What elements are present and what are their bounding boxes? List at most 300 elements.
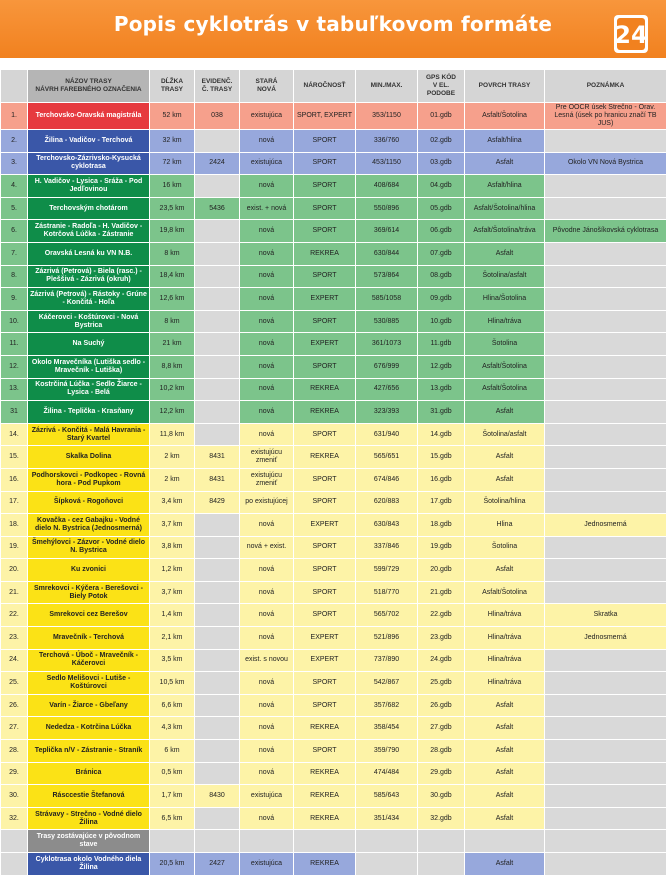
table-row xyxy=(1,265,667,288)
route-note xyxy=(545,333,667,356)
table-row xyxy=(1,762,667,785)
route-gps: 28.gdb xyxy=(418,740,465,763)
table-row xyxy=(1,785,667,808)
route-difficulty: SPORT xyxy=(294,220,356,243)
route-name: Smrekovci - Kýčera - Berešovci - Biely Potok xyxy=(28,581,150,604)
route-name: Kovačka - cez Gabajku - Vodné dielo N. Bystrica (Jednosmerná) xyxy=(28,514,150,537)
table-row xyxy=(1,401,667,424)
route-gps: 15.gdb xyxy=(418,446,465,469)
route-gps: 17.gdb xyxy=(418,491,465,514)
route-name: Varín - Žiarce - Gbeľany xyxy=(28,694,150,717)
route-note xyxy=(545,175,667,198)
route-name: Terchovsko-Oravská magistrála xyxy=(28,103,150,130)
route-difficulty: EXPERT xyxy=(294,333,356,356)
route-evid: 2427 xyxy=(195,853,240,876)
route-length: 6,5 km xyxy=(150,807,195,830)
route-gps: 05.gdb xyxy=(418,197,465,220)
route-gps: 32.gdb xyxy=(418,807,465,830)
route-name: Kostrčiná Lúčka - Sedlo Žiarce - Lysica - Belá xyxy=(28,378,150,401)
route-status: nová xyxy=(240,265,294,288)
route-minmax: 453/1150 xyxy=(356,152,418,175)
route-minmax: 357/682 xyxy=(356,694,418,717)
route-gps: 22.gdb xyxy=(418,604,465,627)
route-length: 10,5 km xyxy=(150,672,195,695)
table-row xyxy=(1,130,667,153)
route-surface: Asfalt/Šotolina xyxy=(465,355,545,378)
route-length: 12,6 km xyxy=(150,288,195,311)
route-name: Žilina - Vadičov - Terchová xyxy=(28,130,150,153)
route-length: 2 km xyxy=(150,468,195,491)
table-row xyxy=(1,649,667,672)
route-name: Oravská Lesná ku VN N.B. xyxy=(28,242,150,265)
route-number: 9. xyxy=(1,288,28,311)
table-row xyxy=(1,468,667,491)
route-gps: 20.gdb xyxy=(418,559,465,582)
route-surface: Asfalt/Šotolina/tráva xyxy=(465,220,545,243)
route-surface: Asfalt/Šotolina xyxy=(465,378,545,401)
route-surface: Hlina/tráva xyxy=(465,627,545,650)
table-row xyxy=(1,355,667,378)
table-row xyxy=(1,310,667,333)
table-row xyxy=(1,378,667,401)
route-gps: 30.gdb xyxy=(418,785,465,808)
route-note xyxy=(545,310,667,333)
route-gps: 31.gdb xyxy=(418,401,465,424)
route-name: Skalka Dolina xyxy=(28,446,150,469)
route-name: Mravečník - Terchová xyxy=(28,627,150,650)
route-status: existujúca xyxy=(240,785,294,808)
route-name: Strávavy - Strečno - Vodné dielo Žilina xyxy=(28,807,150,830)
logo-24-icon xyxy=(611,12,651,56)
route-name: Zázrivá (Petrová) - Rástoky - Grúne - Končitá - Hoľa xyxy=(28,288,150,311)
route-minmax: 361/1073 xyxy=(356,333,418,356)
route-evid xyxy=(195,242,240,265)
route-difficulty: SPORT, EXPERT xyxy=(294,103,356,130)
table-row xyxy=(1,491,667,514)
route-name: Ku zvonici xyxy=(28,559,150,582)
route-number: 11. xyxy=(1,333,28,356)
route-surface: Šotolina/hlina xyxy=(465,491,545,514)
route-length: 8 km xyxy=(150,242,195,265)
route-name: Smrekovci cez Berešov xyxy=(28,604,150,627)
table-row xyxy=(1,627,667,650)
route-minmax: 369/614 xyxy=(356,220,418,243)
route-status: nová xyxy=(240,220,294,243)
route-length: 3,5 km xyxy=(150,649,195,672)
route-status: existujúcu zmeniť xyxy=(240,446,294,469)
route-evid: 8429 xyxy=(195,491,240,514)
route-evid xyxy=(195,627,240,650)
route-status: nová xyxy=(240,559,294,582)
route-status: nová xyxy=(240,310,294,333)
route-surface: Šotolina xyxy=(465,536,545,559)
route-difficulty: EXPERT xyxy=(294,288,356,311)
table-row xyxy=(1,581,667,604)
table-row xyxy=(1,807,667,830)
route-minmax: 630/844 xyxy=(356,242,418,265)
route-gps: 24.gdb xyxy=(418,649,465,672)
route-surface: Šotolina xyxy=(465,333,545,356)
route-number: 19. xyxy=(1,536,28,559)
route-status: existujúca xyxy=(240,853,294,876)
route-length: 6,6 km xyxy=(150,694,195,717)
route-note xyxy=(545,672,667,695)
route-evid: 038 xyxy=(195,103,240,130)
route-difficulty: SPORT xyxy=(294,559,356,582)
route-note xyxy=(545,423,667,446)
routes-table xyxy=(0,69,667,876)
route-status: existujúca xyxy=(240,103,294,130)
route-length: 16 km xyxy=(150,175,195,198)
route-gps: 10.gdb xyxy=(418,310,465,333)
route-surface: Asfalt xyxy=(465,468,545,491)
route-gps: 27.gdb xyxy=(418,717,465,740)
route-evid xyxy=(195,694,240,717)
route-minmax: 530/885 xyxy=(356,310,418,333)
route-difficulty: REKREA xyxy=(294,717,356,740)
route-difficulty: SPORT xyxy=(294,491,356,514)
route-note xyxy=(545,355,667,378)
route-gps: 16.gdb xyxy=(418,468,465,491)
route-status xyxy=(240,830,294,853)
route-surface: Hlina xyxy=(465,514,545,537)
route-difficulty: SPORT xyxy=(294,468,356,491)
route-number xyxy=(1,853,28,876)
route-difficulty: SPORT xyxy=(294,604,356,627)
route-length: 8,8 km xyxy=(150,355,195,378)
col-header-evid: EVIDENČ. Č. TRASY xyxy=(195,70,240,103)
table-row xyxy=(1,604,667,627)
route-surface: Asfalt xyxy=(465,446,545,469)
route-length: 19,8 km xyxy=(150,220,195,243)
route-surface: Hlina/tráva xyxy=(465,604,545,627)
route-minmax: 585/643 xyxy=(356,785,418,808)
page-title: Popis cyklotrás v tabuľkovom formáte xyxy=(113,12,553,36)
route-status: nová xyxy=(240,242,294,265)
title-banner xyxy=(0,0,666,58)
route-difficulty: SPORT xyxy=(294,536,356,559)
route-gps: 03.gdb xyxy=(418,152,465,175)
route-surface: Asfalt/hlina xyxy=(465,130,545,153)
route-number: 21. xyxy=(1,581,28,604)
route-number: 30. xyxy=(1,785,28,808)
route-evid xyxy=(195,649,240,672)
route-status: nová xyxy=(240,694,294,717)
route-surface: Asfalt xyxy=(465,740,545,763)
col-header-minmax: MIN./MAX. xyxy=(356,70,418,103)
route-status: nová xyxy=(240,581,294,604)
route-name: Zázrivá (Petrová) - Biela (rasc.) - Pleššivá - Zázrivá (okruh) xyxy=(28,265,150,288)
route-difficulty: REKREA xyxy=(294,762,356,785)
table-row xyxy=(1,446,667,469)
route-number: 24. xyxy=(1,649,28,672)
route-difficulty: EXPERT xyxy=(294,514,356,537)
route-length xyxy=(150,830,195,853)
route-minmax: 427/656 xyxy=(356,378,418,401)
route-minmax: 676/999 xyxy=(356,355,418,378)
route-note: Jednosmerná xyxy=(545,627,667,650)
route-difficulty: SPORT xyxy=(294,740,356,763)
route-evid: 2424 xyxy=(195,152,240,175)
route-length: 1,4 km xyxy=(150,604,195,627)
route-length: 3,8 km xyxy=(150,536,195,559)
route-minmax: 337/846 xyxy=(356,536,418,559)
route-length: 2 km xyxy=(150,446,195,469)
route-note xyxy=(545,559,667,582)
route-surface: Hlina/tráva xyxy=(465,310,545,333)
table-row xyxy=(1,672,667,695)
route-note xyxy=(545,197,667,220)
route-number: 31 xyxy=(1,401,28,424)
route-difficulty: REKREA xyxy=(294,401,356,424)
table-row xyxy=(1,740,667,763)
route-number: 2. xyxy=(1,130,28,153)
route-note xyxy=(545,649,667,672)
route-evid xyxy=(195,514,240,537)
route-length: 0,5 km xyxy=(150,762,195,785)
route-gps: 26.gdb xyxy=(418,694,465,717)
route-difficulty: EXPERT xyxy=(294,627,356,650)
route-evid xyxy=(195,220,240,243)
route-length: 4,3 km xyxy=(150,717,195,740)
route-gps: 09.gdb xyxy=(418,288,465,311)
route-length: 3,7 km xyxy=(150,514,195,537)
route-name: Zástranie - Radoľa - H. Vadičov - Kotrčová Lúčka - Zástranie xyxy=(28,220,150,243)
route-evid xyxy=(195,310,240,333)
route-note xyxy=(545,491,667,514)
route-status: nová xyxy=(240,423,294,446)
route-evid xyxy=(195,559,240,582)
route-number: 23. xyxy=(1,627,28,650)
route-surface: Asfalt xyxy=(465,762,545,785)
table-row xyxy=(1,423,667,446)
route-gps: 18.gdb xyxy=(418,514,465,537)
svg-text:24: 24 xyxy=(614,21,648,49)
route-difficulty: REKREA xyxy=(294,378,356,401)
route-number: 10. xyxy=(1,310,28,333)
route-gps: 14.gdb xyxy=(418,423,465,446)
route-minmax: 565/651 xyxy=(356,446,418,469)
route-length: 1,7 km xyxy=(150,785,195,808)
route-difficulty: REKREA xyxy=(294,853,356,876)
route-minmax: 359/790 xyxy=(356,740,418,763)
route-number: 29. xyxy=(1,762,28,785)
route-surface xyxy=(465,830,545,853)
table-row xyxy=(1,559,667,582)
route-status: nová xyxy=(240,514,294,537)
route-minmax: 323/393 xyxy=(356,401,418,424)
route-number: 26. xyxy=(1,694,28,717)
route-number: 22. xyxy=(1,604,28,627)
route-difficulty: SPORT xyxy=(294,672,356,695)
route-gps: 08.gdb xyxy=(418,265,465,288)
table-row xyxy=(1,175,667,198)
route-note xyxy=(545,717,667,740)
route-name: Zázrivá - Končitá - Malá Havrania - Starý Kvartel xyxy=(28,423,150,446)
route-surface: Asfalt xyxy=(465,807,545,830)
table-row xyxy=(1,694,667,717)
route-difficulty: REKREA xyxy=(294,446,356,469)
route-evid xyxy=(195,265,240,288)
route-note xyxy=(545,401,667,424)
route-evid xyxy=(195,175,240,198)
route-number: 15. xyxy=(1,446,28,469)
route-length: 10,2 km xyxy=(150,378,195,401)
route-status: nová xyxy=(240,717,294,740)
route-surface: Asfalt/Šotolina xyxy=(465,103,545,130)
route-minmax xyxy=(356,830,418,853)
route-minmax: 674/846 xyxy=(356,468,418,491)
route-gps: 19.gdb xyxy=(418,536,465,559)
route-evid xyxy=(195,807,240,830)
route-evid: 8430 xyxy=(195,785,240,808)
route-minmax: 408/684 xyxy=(356,175,418,198)
route-note xyxy=(545,378,667,401)
route-note xyxy=(545,468,667,491)
route-difficulty: SPORT xyxy=(294,175,356,198)
route-status: nová xyxy=(240,604,294,627)
route-name: Podhorskovci - Podkopec - Rovná hora - Pod Pupkom xyxy=(28,468,150,491)
route-name: Terchovsko-Zázrivsko-Kysucká cyklotrasa xyxy=(28,152,150,175)
route-name: Žilina - Teplička - Krasňany xyxy=(28,401,150,424)
route-name: Terchovským chotárom xyxy=(28,197,150,220)
route-gps: 12.gdb xyxy=(418,355,465,378)
route-evid xyxy=(195,423,240,446)
route-minmax: 358/454 xyxy=(356,717,418,740)
route-evid xyxy=(195,604,240,627)
table-row xyxy=(1,514,667,537)
table-row xyxy=(1,288,667,311)
route-surface: Asfalt xyxy=(465,559,545,582)
route-difficulty: SPORT xyxy=(294,265,356,288)
route-evid xyxy=(195,740,240,763)
route-note xyxy=(545,830,667,853)
route-surface: Asfalt/hlina xyxy=(465,175,545,198)
route-difficulty: SPORT xyxy=(294,197,356,220)
col-header-status: STARÁ NOVÁ xyxy=(240,70,294,103)
route-minmax: 620/883 xyxy=(356,491,418,514)
route-minmax: 353/1150 xyxy=(356,103,418,130)
route-note xyxy=(545,288,667,311)
col-header-number xyxy=(1,70,28,103)
route-number: 7. xyxy=(1,242,28,265)
table-row xyxy=(1,152,667,175)
route-note xyxy=(545,853,667,876)
route-difficulty: REKREA xyxy=(294,807,356,830)
route-evid xyxy=(195,717,240,740)
route-gps: 25.gdb xyxy=(418,672,465,695)
route-minmax: 631/940 xyxy=(356,423,418,446)
route-length: 3,4 km xyxy=(150,491,195,514)
route-difficulty: SPORT xyxy=(294,581,356,604)
route-difficulty: SPORT xyxy=(294,694,356,717)
route-note xyxy=(545,265,667,288)
route-difficulty: SPORT xyxy=(294,310,356,333)
route-status: nová xyxy=(240,175,294,198)
route-gps: 07.gdb xyxy=(418,242,465,265)
route-name: H. Vadičov - Lysica - Sráža - Pod Jedľovinou xyxy=(28,175,150,198)
route-number: 27. xyxy=(1,717,28,740)
route-status: nová xyxy=(240,333,294,356)
route-note xyxy=(545,242,667,265)
route-name: Na Suchý xyxy=(28,333,150,356)
table-row xyxy=(1,220,667,243)
route-status: existujúca xyxy=(240,152,294,175)
route-number: 20. xyxy=(1,559,28,582)
route-name: Trasy zostávajúce v pôvodnom stave xyxy=(28,830,150,853)
route-name: Bránica xyxy=(28,762,150,785)
route-number: 4. xyxy=(1,175,28,198)
route-note xyxy=(545,581,667,604)
route-length: 2,1 km xyxy=(150,627,195,650)
route-minmax: 737/890 xyxy=(356,649,418,672)
route-difficulty: REKREA xyxy=(294,785,356,808)
route-gps: 02.gdb xyxy=(418,130,465,153)
route-number: 6. xyxy=(1,220,28,243)
route-number: 28. xyxy=(1,740,28,763)
route-number: 32. xyxy=(1,807,28,830)
route-status: nová xyxy=(240,807,294,830)
route-surface: Asfalt/Šotolina xyxy=(465,581,545,604)
route-number xyxy=(1,830,28,853)
route-status: po existujúcej xyxy=(240,491,294,514)
route-name: Šmehýlovci - Zázvor - Vodné dielo N. Bystrica xyxy=(28,536,150,559)
route-status: exist. + nová xyxy=(240,197,294,220)
route-surface: Asfalt xyxy=(465,785,545,808)
route-name: Káčerovci - Koštúrovci - Nová Bystrica xyxy=(28,310,150,333)
col-header-note: POZNÁMKA xyxy=(545,70,667,103)
route-minmax: 351/434 xyxy=(356,807,418,830)
route-minmax xyxy=(356,853,418,876)
route-difficulty: REKREA xyxy=(294,242,356,265)
route-minmax: 521/896 xyxy=(356,627,418,650)
route-surface: Asfalt xyxy=(465,717,545,740)
route-note xyxy=(545,762,667,785)
route-surface: Asfalt xyxy=(465,853,545,876)
route-surface: Hlina/tráva xyxy=(465,672,545,695)
route-difficulty: EXPERT xyxy=(294,649,356,672)
col-header-surface: POVRCH TRASY xyxy=(465,70,545,103)
route-length: 20,5 km xyxy=(150,853,195,876)
route-minmax: 474/484 xyxy=(356,762,418,785)
route-number: 14. xyxy=(1,423,28,446)
route-status: nová xyxy=(240,672,294,695)
route-gps: 23.gdb xyxy=(418,627,465,650)
route-gps: 13.gdb xyxy=(418,378,465,401)
route-status: existujúcu zmeniť xyxy=(240,468,294,491)
route-number: 12. xyxy=(1,355,28,378)
route-name: Sedlo Melišovci - Lutiše - Koštúrovci xyxy=(28,672,150,695)
route-note: Okolo VN Nová Bystrica xyxy=(545,152,667,175)
route-length: 8 km xyxy=(150,310,195,333)
route-evid: 8431 xyxy=(195,446,240,469)
route-gps xyxy=(418,830,465,853)
route-note xyxy=(545,536,667,559)
route-length: 21 km xyxy=(150,333,195,356)
route-evid xyxy=(195,378,240,401)
route-name: Teplička n/V - Zástranie - Straník xyxy=(28,740,150,763)
route-status: nová xyxy=(240,627,294,650)
route-surface: Hlina/Šotolina xyxy=(465,288,545,311)
route-name: Rásccestie Štefanová xyxy=(28,785,150,808)
route-evid xyxy=(195,401,240,424)
route-length: 3,7 km xyxy=(150,581,195,604)
route-note xyxy=(545,694,667,717)
route-number: 17. xyxy=(1,491,28,514)
route-surface: Hlina/tráva xyxy=(465,649,545,672)
route-status: nová xyxy=(240,740,294,763)
route-surface: Asfalt xyxy=(465,152,545,175)
